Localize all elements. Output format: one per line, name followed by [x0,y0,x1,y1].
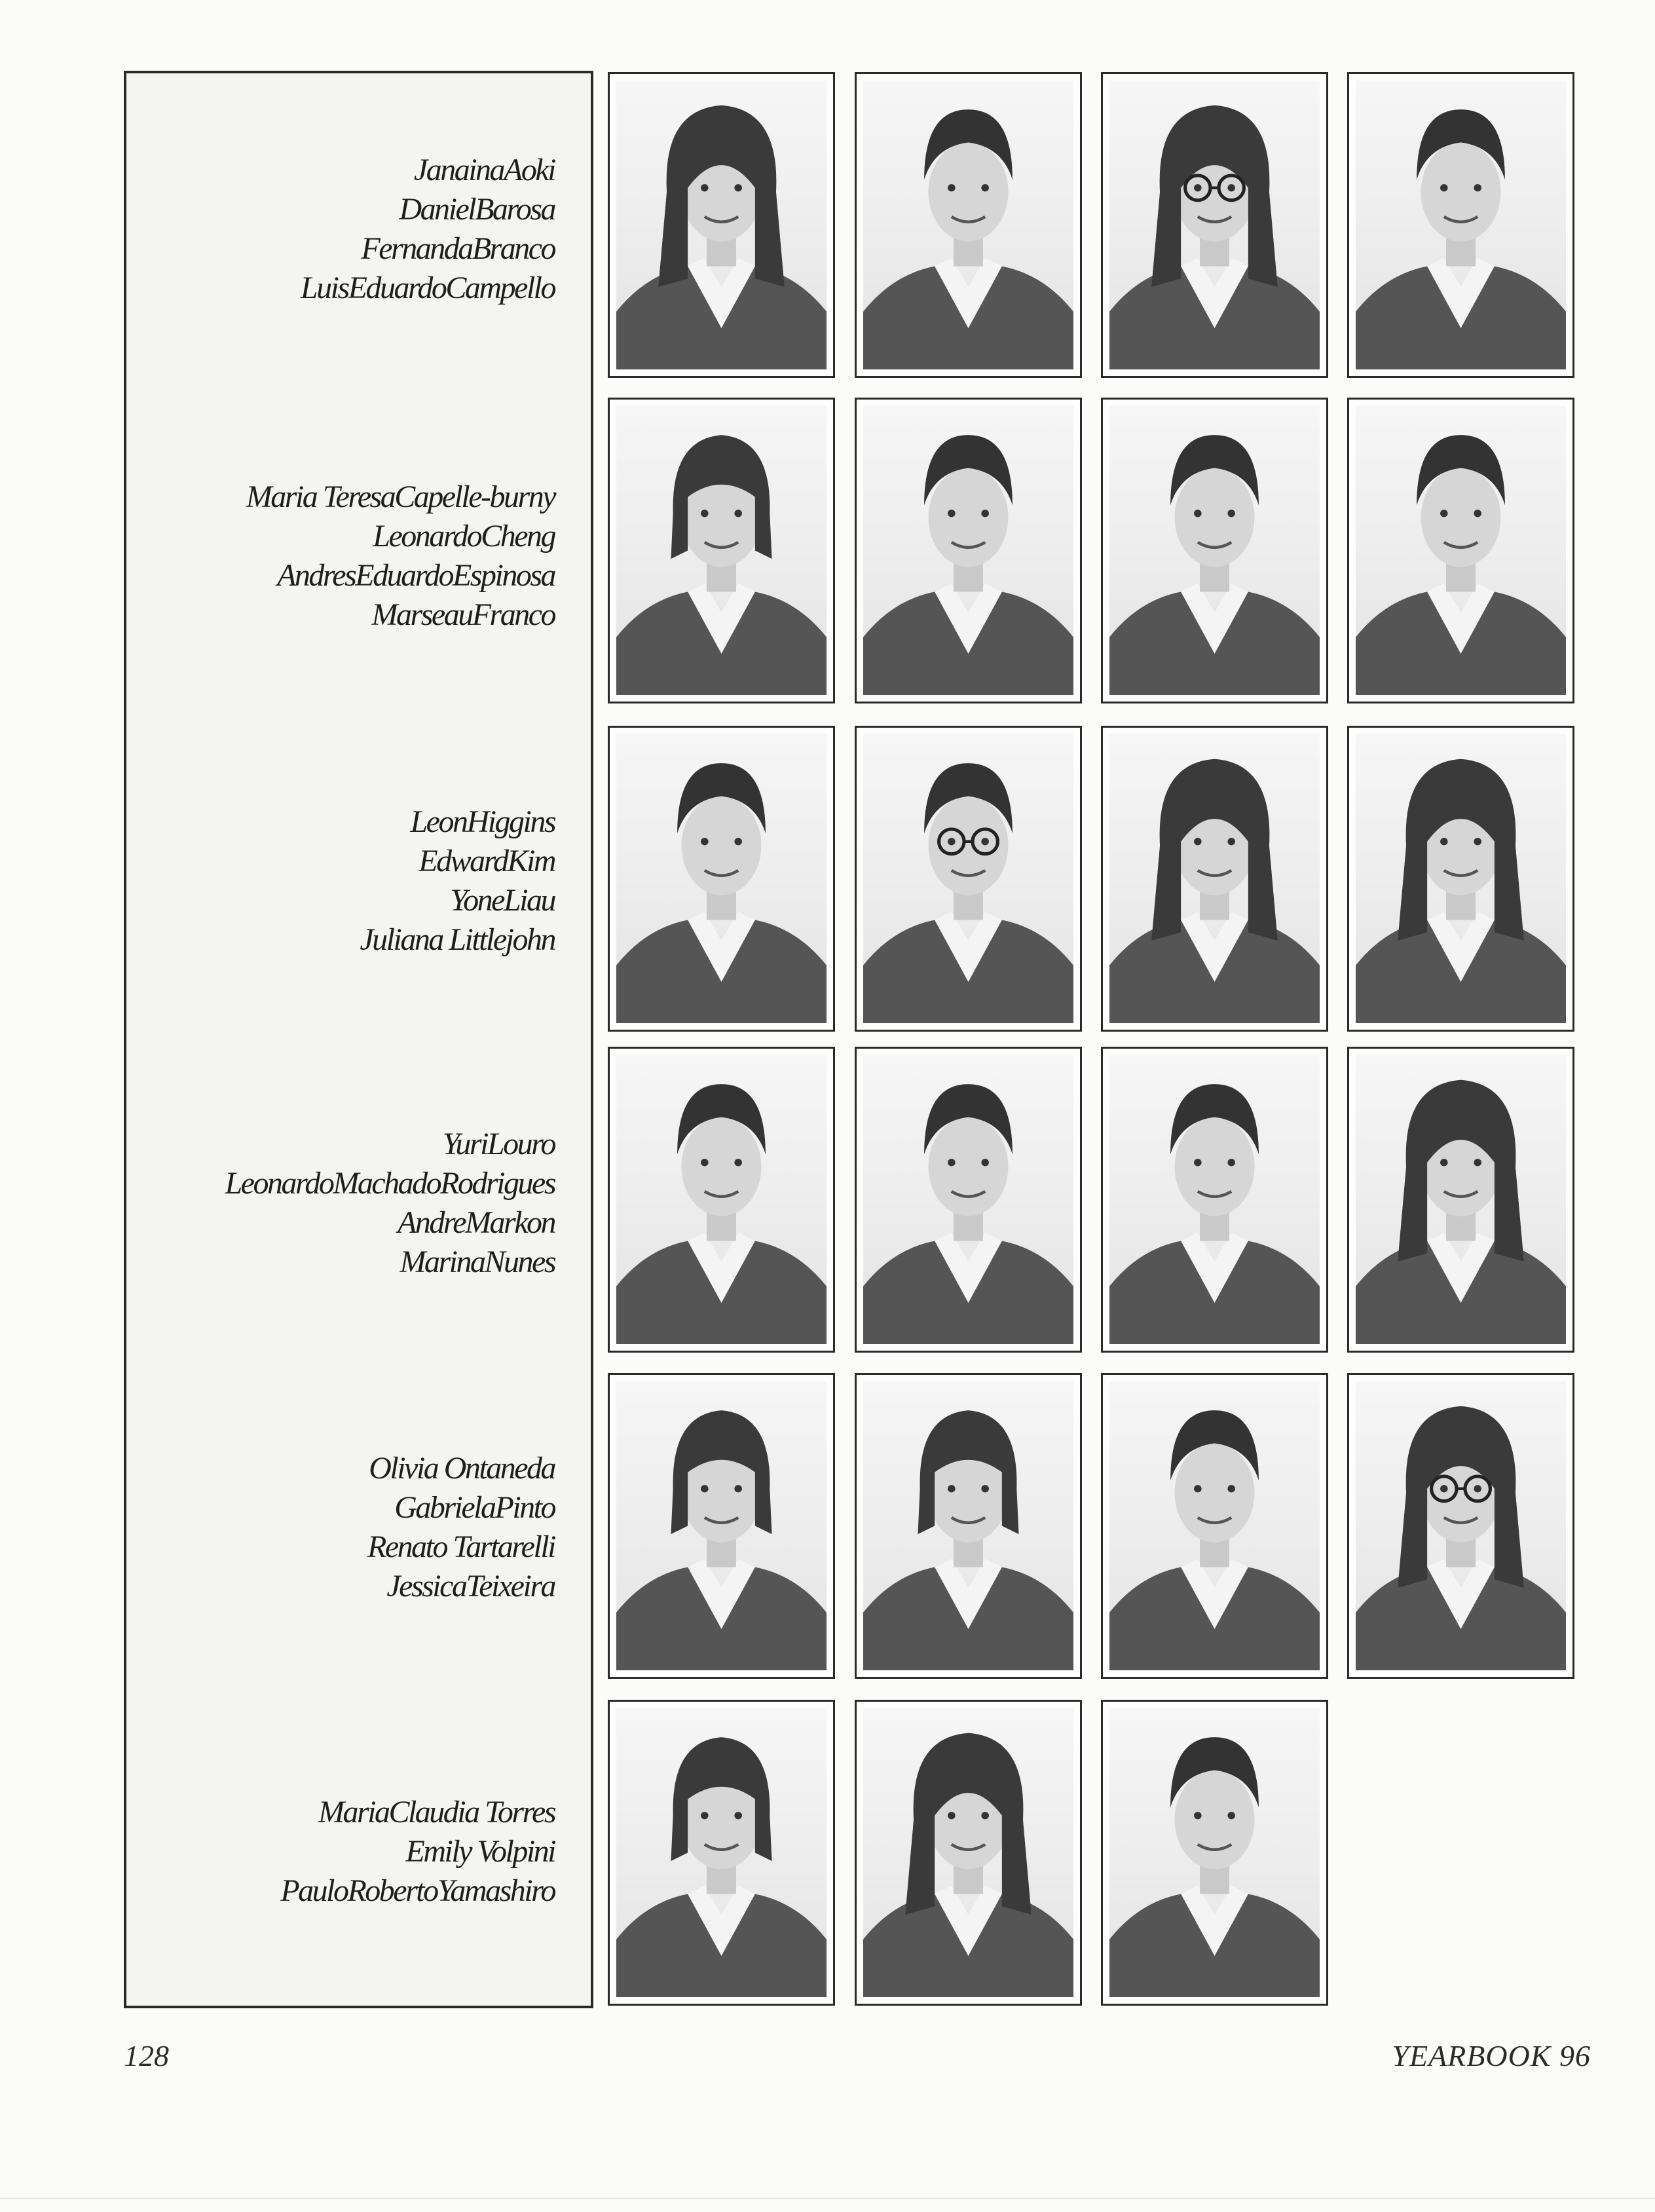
student-name: AndreMarkon [398,1205,555,1240]
student-name: PauloRobertoYamashiro [280,1873,555,1908]
student-name: LuisEduardoCampello [300,271,555,305]
student-name: MarseauFranco [371,597,555,632]
student-portrait [855,398,1082,703]
student-name: GabrielaPinto [394,1490,555,1525]
student-name: MariaClaudia Torres [318,1795,555,1829]
page-number: 128 [124,2039,169,2072]
student-name: Olivia Ontaneda [369,1451,555,1486]
student-portrait [608,1700,835,2006]
student-name: YoneLiau [450,883,555,918]
student-portrait [855,726,1082,1032]
student-name: Emily Volpini [405,1834,555,1869]
student-portrait [1101,1373,1328,1679]
student-portrait [608,1373,835,1679]
student-name: Maria TeresaCapelle-burny [246,479,555,514]
student-portrait [1347,72,1574,378]
student-portrait [1101,398,1328,703]
student-portrait [855,1047,1082,1353]
student-portrait [608,72,835,378]
student-portrait [1347,398,1574,703]
student-name: Juliana Littlejohn [360,922,555,957]
student-portrait [1347,726,1574,1032]
student-name: Renato Tartarelli [367,1529,555,1564]
student-name: DanielBarosa [399,192,555,227]
student-portrait [1347,1047,1574,1353]
student-portrait [1101,1700,1328,2006]
student-name: LeonHiggins [410,804,555,839]
student-name: JessicaTeixeira [386,1569,555,1603]
student-name: FernandaBranco [361,231,555,266]
student-portrait [855,1373,1082,1679]
student-name: LeonardoCheng [373,519,555,553]
scan-edge [0,2198,1655,2199]
student-portrait [608,398,835,703]
student-name: YuriLouro [442,1127,555,1161]
student-portrait [608,1047,835,1353]
student-name: AndresEduardoEspinosa [277,558,555,593]
student-portrait [608,726,835,1032]
book-title: YEARBOOK 96 [1392,2039,1591,2072]
student-name: LeonardoMachadoRodrigues [225,1166,555,1201]
student-name: EdwardKim [418,844,555,878]
student-portrait [855,1700,1082,2006]
student-portrait [1101,1047,1328,1353]
student-portrait [1347,1373,1574,1679]
student-name: MarinaNunes [400,1245,555,1279]
student-portrait [1101,726,1328,1032]
student-portrait [855,72,1082,378]
student-name: JanainaAoki [413,153,555,187]
student-portrait [1101,72,1328,378]
